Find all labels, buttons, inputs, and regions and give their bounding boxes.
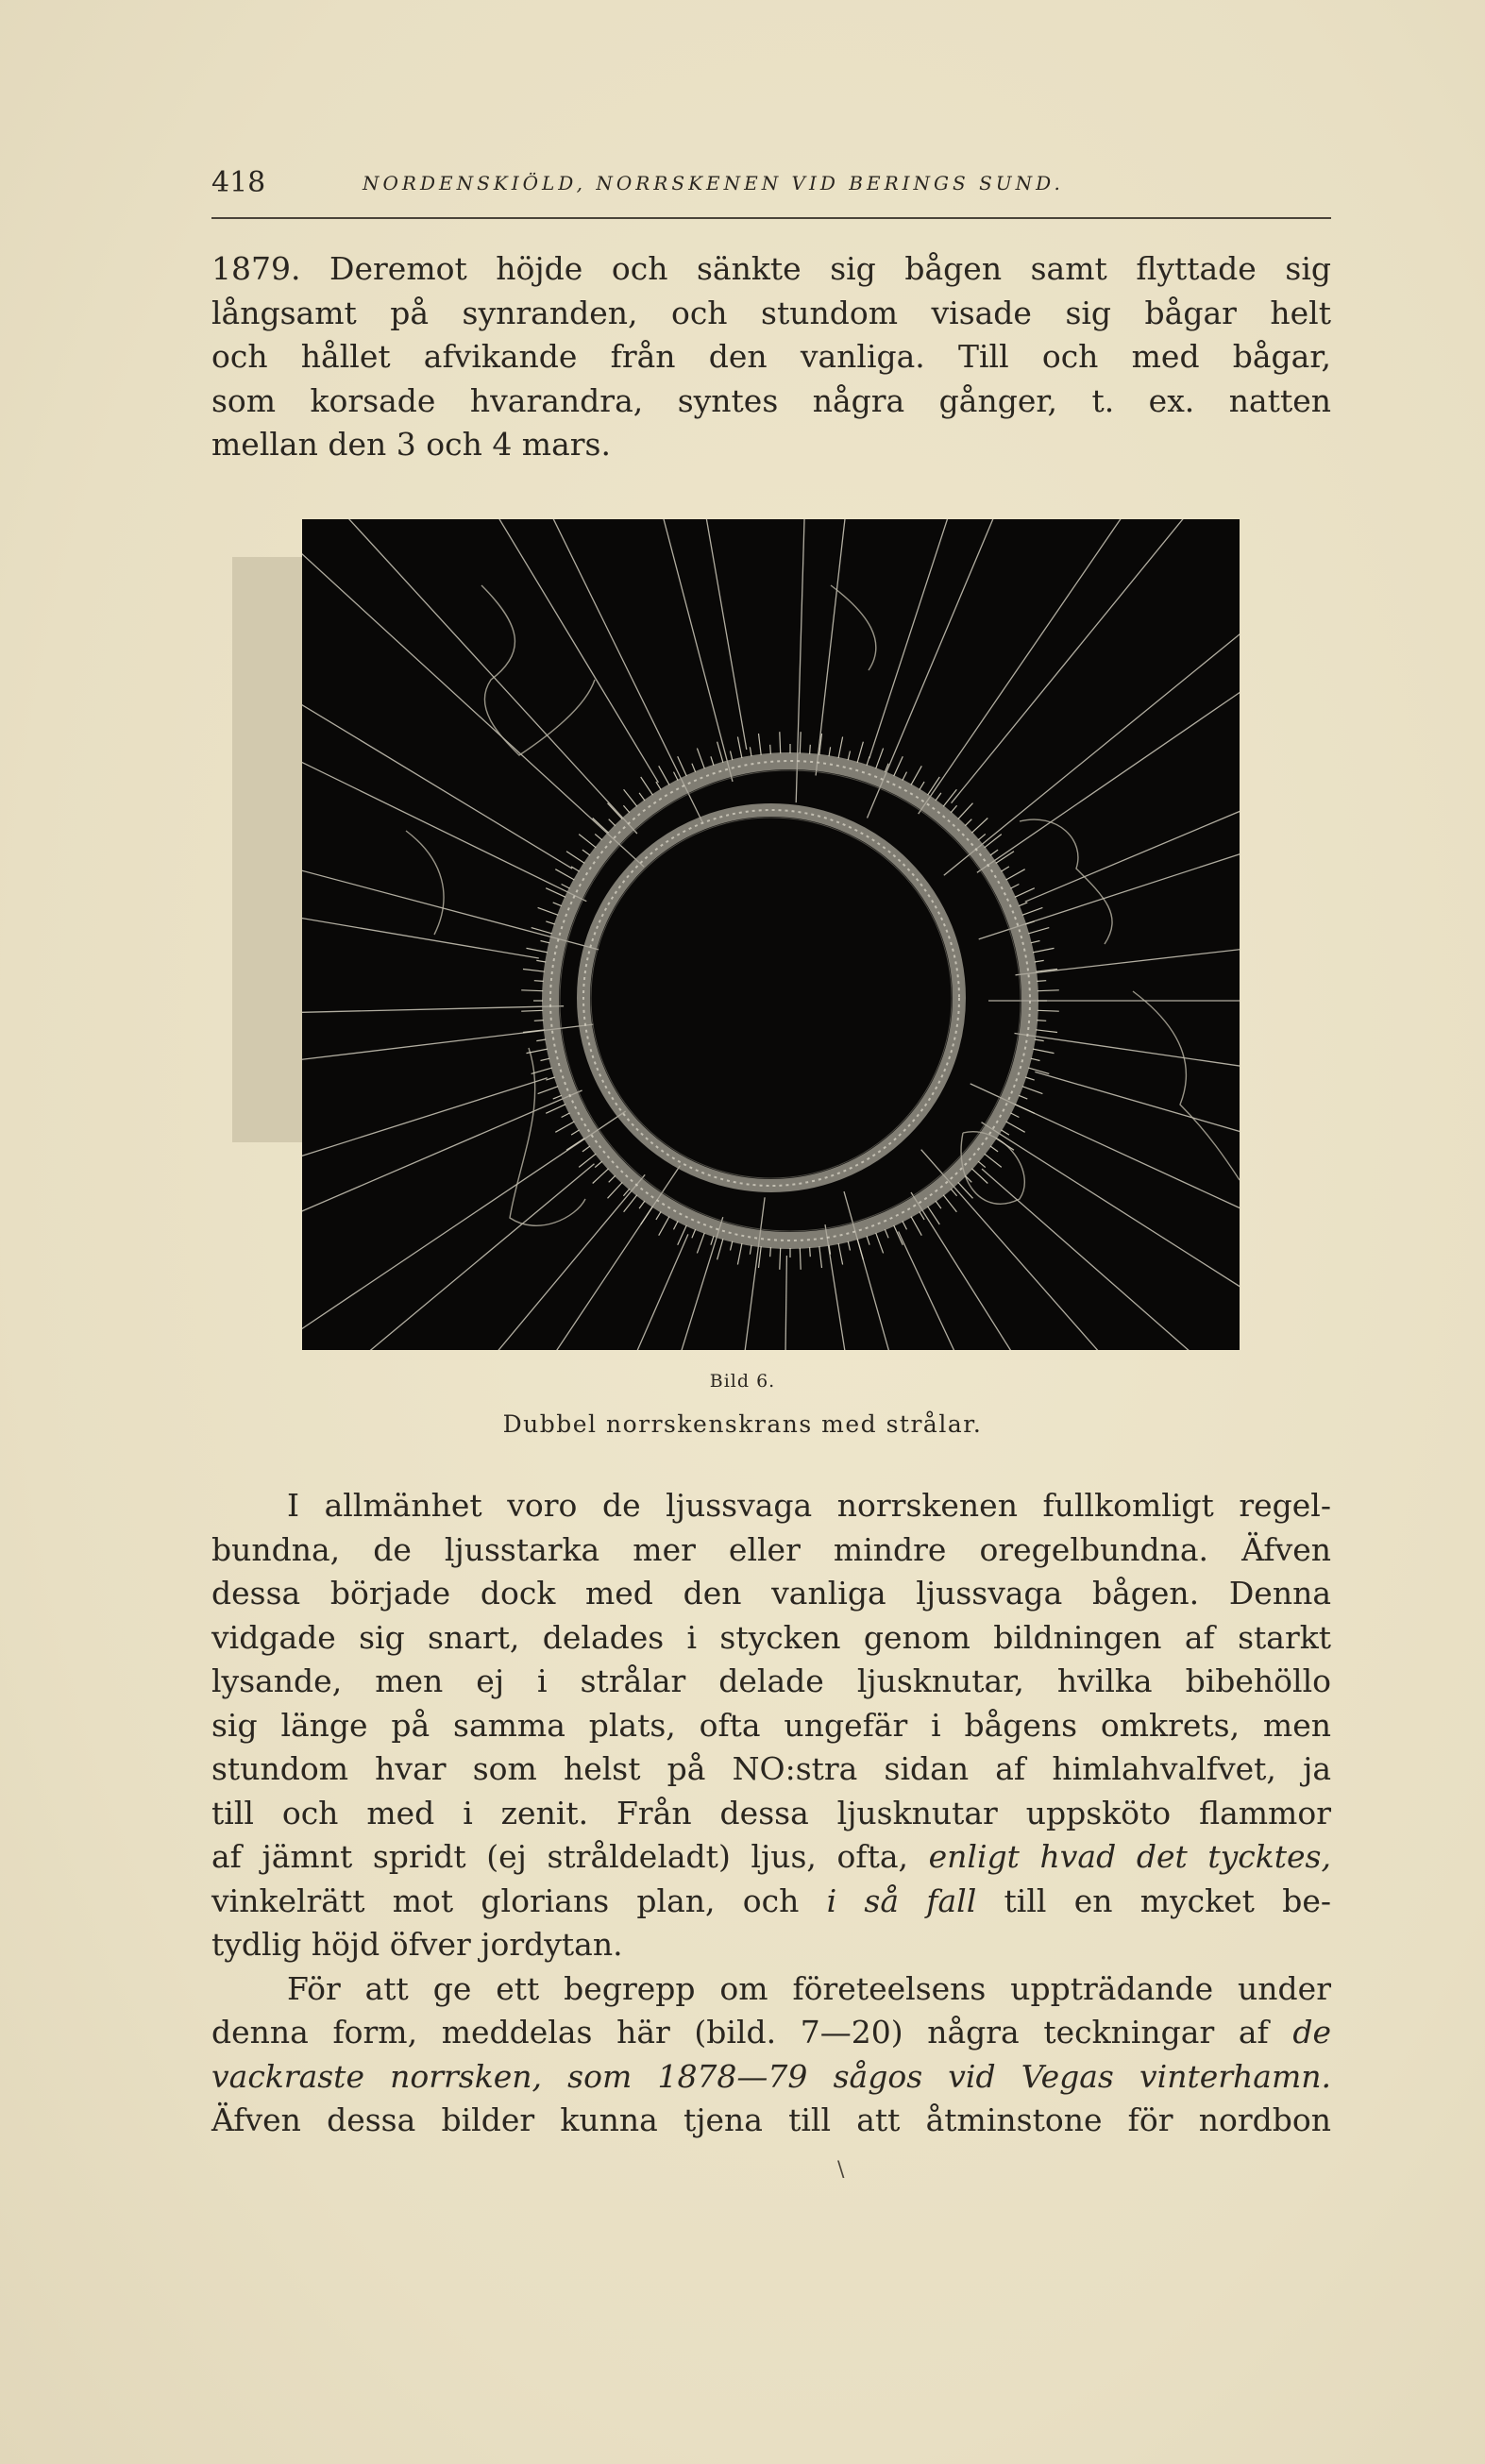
text-line: bundna, de ljusstarka mer eller mindre oregelbundna. Äfven [211, 1530, 1331, 1568]
running-head: NORDENSKIÖLD, NORRSKENEN VID BERINGS SUND. [363, 172, 1064, 194]
text-line: Äfven dessa bilder kunna tjena till att åtminstone för nordbon [211, 2101, 1331, 2138]
page-header [211, 166, 1331, 208]
text-line: och hållet afvikande från den vanliga. Till och med bågar, [211, 338, 1331, 375]
text-line: dessa började dock med den vanliga ljussvaga bågen. Denna [211, 1575, 1331, 1612]
aurora-corona-drawing [302, 519, 1240, 1350]
text-segment: af jämnt spridt (ej stråldeladt) ljus, ofta, [211, 1838, 929, 1875]
text-line: långsamt på synranden, och stundom visade sig bågar helt [211, 294, 1331, 331]
italic-segment: i så fall [826, 1882, 977, 1919]
stray-mark: \ [837, 2158, 845, 2182]
text-line: tydlig höjd öfver jordytan. [211, 1926, 623, 1963]
page-number: 418 [211, 166, 266, 199]
text-line [211, 1835, 1331, 1880]
text-line: För att ge ett begrepp om företeelsens uppträdande under [287, 1969, 1331, 2007]
text-line: I allmänhet voro de ljussvaga norrskenen fullkomligt regel- [287, 1487, 1331, 1524]
text-line: mellan den 3 och 4 mars. [211, 426, 611, 463]
figure-label: Bild 6. [709, 1371, 776, 1392]
paragraph-2 [211, 1484, 1331, 2143]
text-line: stundom hvar som helst på NO:stra sidan af himlahvalfvet, ja [211, 1750, 1331, 1787]
text-segment: vinkelrätt mot glorians plan, och [211, 1882, 827, 1919]
header-rule [211, 217, 1331, 219]
italic-segment: enligt hvad det tycktes, [928, 1838, 1331, 1875]
text-line [211, 2011, 1331, 2055]
text-line-italic: vackraste norrsken, som 1878—79 sågos vid Vegas vinterhamn. [211, 2057, 1331, 2095]
text-line: sig länge på samma plats, ofta ungefär i bågens omkrets, men [211, 1706, 1331, 1744]
paragraph-1 [211, 247, 1331, 467]
text-segment: till en mycket be- [976, 1882, 1331, 1919]
text-line: vidgade sig snart, delades i stycken genom bildningen af starkt [211, 1618, 1331, 1656]
aurora-illustration [302, 519, 1240, 1350]
italic-segment: de [1292, 2014, 1331, 2051]
text-line: 1879. Deremot höjde och sänkte sig bågen samt flyttade sig [211, 250, 1331, 287]
figure-shadow [232, 557, 308, 1142]
text-line [211, 1880, 1331, 1924]
figure-caption: Dubbel norrskenskrans med strålar. [502, 1410, 983, 1438]
text-line: till och med i zenit. Från dessa ljusknutar uppsköto flammor [211, 1794, 1331, 1831]
text-line: som korsade hvarandra, syntes några gånger, t. ex. natten [211, 381, 1331, 419]
text-line: lysande, men ej i strålar delade ljusknutar, hvilka bibehöllo [211, 1662, 1331, 1699]
text-segment: denna form, meddelas här (bild. 7—20) några teckningar af [211, 2014, 1293, 2051]
